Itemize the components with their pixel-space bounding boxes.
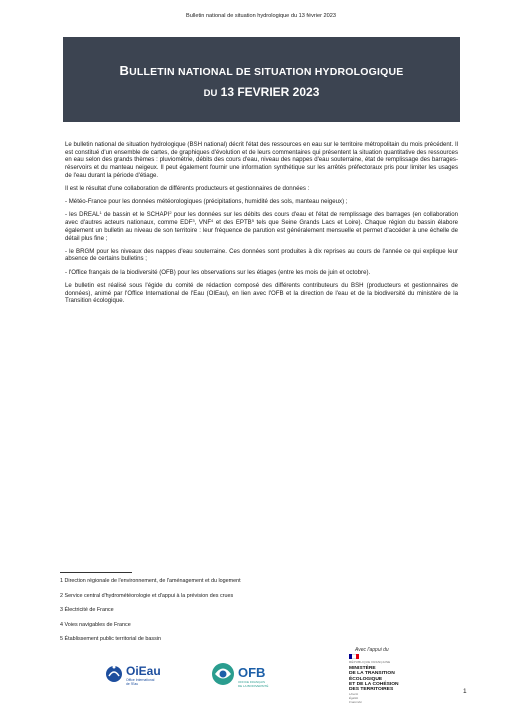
footnote-ref-1[interactable]: 1	[99, 210, 102, 216]
footnote-3: 3 Électricité de France	[60, 607, 114, 613]
paragraph-brgm: - le BRGM pour les niveaux des nappes d'eau souterraine. Ces données sont produites à dix reprises au cours de l'année ce qui explique leur absence de certains bulletins ;	[65, 247, 458, 263]
text-eptb: et des EPTB	[213, 219, 252, 227]
paragraph-intro: Le bulletin national de situation hydrologique (BSH national) décrit l'état des ressources en eau sur le territoire métropolitain du mois précédent. Il est constitué d'un ensemble de cartes, de graphiques d'évolution et de leurs commentaires qui présentent la situation quantitative des ressources en eau selon des grands thèmes : pluviométrie, débits des cours d'eau, niveau des nappes d'eau souterraine, état de remplissage des barrages-réservoirs et du manteau neigeux. Il peut également fournir une information synthétique sur les arrêtés préfectoraux pris pour limiter les usages de l'eau durant la période d'étiage.	[65, 141, 458, 179]
title-date: 13 FEVRIER 2023	[217, 85, 320, 99]
footnote-ref-3[interactable]: 3	[192, 218, 195, 224]
page-number: 1	[463, 688, 467, 695]
text-regions: tels que Seine Grands Lacs et Loire). Chaque région du bassin élabore également un bulletin au niveau de son territoire : leur fréquence de parution est généralement mensuelle et permet d'accéder à une échelle de détail plus fine ;	[65, 219, 458, 242]
title-initial: B	[119, 63, 130, 78]
title-line-2	[63, 85, 460, 99]
ministere-logo	[348, 654, 418, 714]
oieau-drop-icon	[113, 666, 116, 669]
paragraph-editorial: Le bulletin est réalisé sous l'égide du comité de rédaction composé des différents contributeurs du BSH (producteurs et gestionnaires de données), animé par l'Office International de l'Eau (OIEau), en lien avec l'OFB et la direction de l'eau et de la biodiversité du ministère de la Transition écologique.	[65, 281, 458, 305]
footnote-divider	[60, 572, 132, 573]
oieau-logo-sub-1: Office International	[126, 678, 155, 682]
motto-fraternite: Fraternité	[349, 699, 362, 704]
ministere-line-2: DE LA TRANSITION	[349, 671, 395, 677]
footnote-2: 2 Service central d'hydrométéorologie et d'appui à la prévision des crues	[60, 592, 234, 599]
paragraph-dreal	[65, 211, 458, 242]
footnote-5: 5 Établissement public territorial de bassin	[60, 636, 161, 642]
oieau-logo-name: OiEau	[126, 664, 161, 678]
ofb-eye-icon	[220, 671, 227, 678]
footnote-1: 1 Direction régionale de l'environnement, de l'aménagement et du logement	[60, 578, 241, 584]
footnote-ref-2[interactable]: 2	[169, 210, 172, 216]
paragraph-ofb: - l'Office français de la biodiversité (OFB) pour les observations sur les étiages (entre les mois de juin et octobre).	[65, 268, 371, 276]
ministere-marianne: RÉPUBLIQUE FRANÇAISE	[349, 660, 391, 664]
support-label: Avec l'appui du	[355, 647, 389, 653]
ministere-line-5: DES TERRITOIRES	[349, 687, 394, 693]
title-date-prefix: DU	[203, 88, 218, 99]
ministere-line-1: MINISTÈRE	[349, 666, 376, 671]
paragraph-meteo-france: - Météo-France pour les données météorologiques (précipitations, humidité des sols, manteau neigeux) ;	[65, 198, 348, 206]
text-schapi: de bassin et le SCHAPI	[101, 211, 170, 219]
motto-liberte: Liberté	[349, 692, 359, 697]
title-rest: ULLETIN NATIONAL DE SITUATION HYDROLOGIQUE	[129, 66, 404, 78]
french-flag-icon	[349, 654, 359, 659]
ministere-name	[349, 666, 418, 692]
footnotes	[60, 578, 480, 651]
ministere-line-3: ÉCOLOGIQUE	[349, 676, 383, 682]
motto-egalite: Égalité	[349, 696, 359, 701]
oieau-logo	[105, 658, 185, 692]
body-text	[65, 141, 458, 310]
footnote-4: 4 Voies navigables de France	[60, 621, 131, 628]
ofb-logo-name: OFB	[238, 665, 266, 680]
text-dreal: - les DREAL	[65, 211, 100, 219]
paragraph-collaboration: Il est le résultat d'une collaboration de différents producteurs et gestionnaires de données :	[65, 185, 310, 193]
text-edf: pour les données sur les débits des cours d'eau et l'état de remplissage des barrages (en collaboration avec d'autres acteurs nationaux, comme EDF	[65, 211, 458, 227]
ofb-logo-sub-2: DE LA BIODIVERSITÉ	[238, 684, 269, 688]
ofb-logo	[210, 657, 298, 693]
title-line-1	[63, 63, 460, 78]
footnote-ref-5[interactable]: 5	[251, 218, 254, 224]
title-banner	[63, 37, 460, 122]
footnote-ref-4[interactable]: 4	[211, 218, 214, 224]
ofb-logo-sub-1: OFFICE FRANÇAIS	[238, 680, 266, 684]
ministere-line-4: ET DE LA COHÉSION	[349, 681, 399, 687]
running-header: Bulletin national de situation hydrologique du 13 février 2023	[186, 13, 336, 19]
ministere-motto	[349, 693, 418, 704]
oieau-logo-sub-2: de l'Eau	[126, 682, 139, 686]
text-vnf: , VNF	[194, 219, 212, 227]
